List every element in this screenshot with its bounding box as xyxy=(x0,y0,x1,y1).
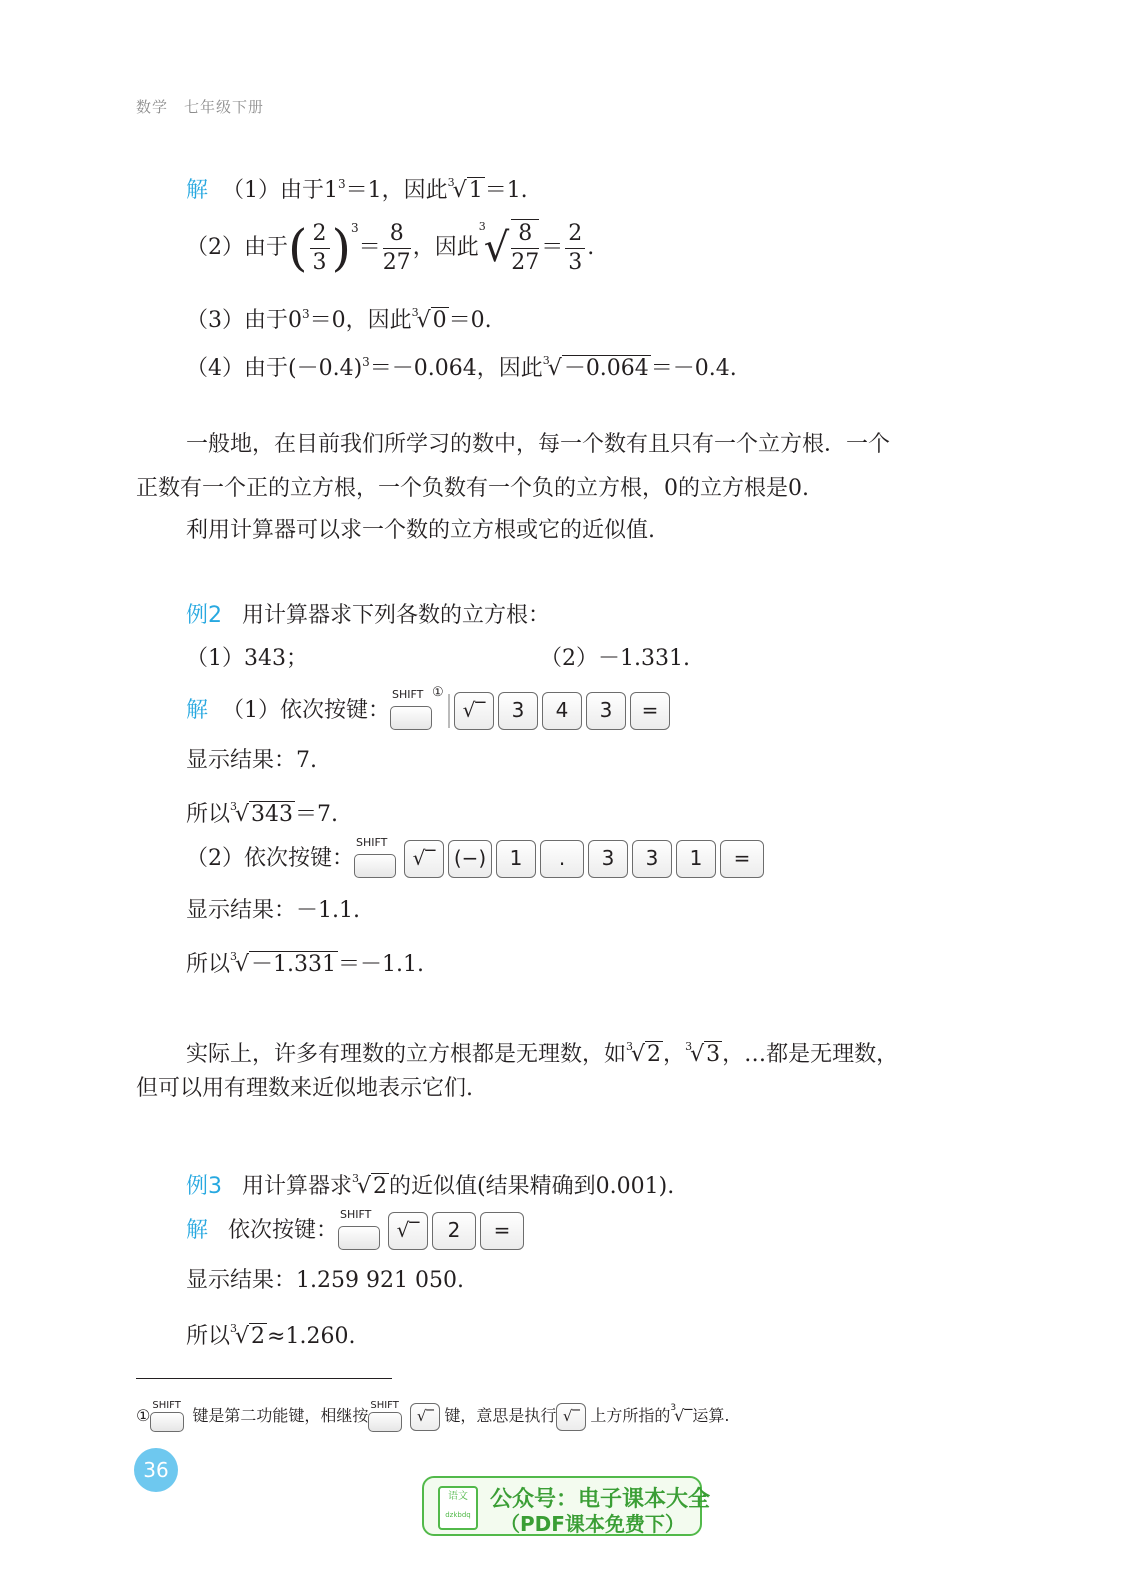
digit-key: 3 xyxy=(632,840,672,878)
paragraph-line: 但可以用有理数来近似地表示它们. xyxy=(136,1076,473,1101)
digit-key: 1 xyxy=(676,840,716,878)
question-1: （1）343； xyxy=(186,646,308,671)
negative-key: (−) xyxy=(448,840,492,878)
digit-key: 2 xyxy=(432,1212,476,1250)
example-keyword: 例2 xyxy=(186,603,222,628)
shift-key: SHIFT xyxy=(338,1212,382,1250)
footnote-mark: ① xyxy=(432,685,444,700)
paragraph-line: 实际上，许多有理数的立方根都是无理数，如$^3$√2，$^3$√3，…都是无理数， xyxy=(186,1040,899,1067)
watermark-line-1: 公众号：电子课本大全 xyxy=(490,1487,711,1512)
footnote-rule xyxy=(136,1378,392,1379)
digit-key: 4 xyxy=(542,692,582,730)
book-icon: 语文 dzkbdq xyxy=(438,1486,478,1530)
solution-keyword: 解 xyxy=(186,178,209,203)
conclusion-1: 所以$^3$√343＝7. xyxy=(186,800,339,827)
sqrt-key: √‾ xyxy=(454,692,494,730)
footnote: ① SHIFT 键是第二功能键，相继按 SHIFT √‾ 键，意思是执行 √‾ 上方所指的$^3$√‾运算. xyxy=(136,1394,729,1432)
sqrt-key: √‾ xyxy=(410,1403,440,1431)
solution-keyword: 解 xyxy=(186,1218,209,1243)
solution-line-4: （4）由于$(-0.4)^3=-0.064$，因此$^3$√－0.064＝－0.4. xyxy=(186,354,737,381)
sqrt-key: √‾ xyxy=(556,1403,586,1431)
digit-key: 3 xyxy=(498,692,538,730)
display-result-3: 显示结果：1.259 921 050. xyxy=(186,1268,464,1293)
display-result-1: 显示结果：7. xyxy=(186,748,317,773)
equals-key: = xyxy=(630,692,670,730)
watermark-line-2: （PDF课本免费下） xyxy=(500,1512,685,1536)
key-sequence-3: 解 依次按键： SHIFT √‾ 2 = xyxy=(186,1212,528,1252)
digit-key: 1 xyxy=(496,840,536,878)
conclusion-3: 所以$^3$√2≈1.260. xyxy=(186,1322,356,1349)
sqrt-key: √‾ xyxy=(404,840,444,878)
shift-key: SHIFT xyxy=(368,1402,404,1432)
digit-key: 3 xyxy=(586,692,626,730)
fraction: $\frac{8}{27}$ xyxy=(511,221,540,275)
equals-key: = xyxy=(720,840,764,878)
running-header: 数学 七年级下册 xyxy=(136,98,265,116)
fraction: $\frac{8}{27}$ xyxy=(382,220,411,275)
solution-line-2: （2）由于( $\frac{2}{3}$ )$^3$＝ $\frac{8}{27}$ ，因此$^3$√ $\frac{8}{27}$ ＝ $\frac{2}{3}$ . xyxy=(186,219,595,277)
key-sequence-1: 解 （1）依次按键： SHIFT ① √‾ 3 4 3 = xyxy=(186,692,674,732)
fraction: $\frac{2}{3}$ xyxy=(565,220,585,277)
paragraph-line: 正数有一个正的立方根，一个负数有一个负的立方根，0的立方根是0. xyxy=(136,476,809,501)
shift-key: SHIFT ① xyxy=(390,692,434,730)
shift-key: SHIFT xyxy=(354,840,398,878)
conclusion-2: 所以$^3$√－1.331＝－1.1. xyxy=(186,950,425,977)
paragraph-line: 一般地，在目前我们所学习的数中，每一个数有且只有一个立方根．一个 xyxy=(186,432,891,457)
example-keyword: 例3 xyxy=(186,1174,222,1199)
shift-key: SHIFT xyxy=(150,1402,186,1432)
solution-keyword: 解 xyxy=(186,698,209,723)
sqrt-key: √‾ xyxy=(388,1212,428,1250)
paragraph-line: 利用计算器可以求一个数的立方根或它的近似值. xyxy=(186,518,655,543)
key-sequence-2: （2）依次按键： SHIFT √‾ (−) 1 . 3 3 1 = xyxy=(186,840,768,880)
digit-key: 3 xyxy=(588,840,628,878)
cube-root: $^3$√1 xyxy=(447,176,483,203)
solution-line-1: 解 （1）由于$1^3=1$，因此$^3$√1＝1. xyxy=(186,168,528,206)
fraction: $\frac{2}{3}$ xyxy=(310,220,330,277)
watermark-banner xyxy=(422,1476,711,1536)
display-result-2: 显示结果：－1.1. xyxy=(186,898,360,923)
decimal-key: . xyxy=(540,840,584,878)
solution-line-3: （3）由于$0^3=0$，因此$^3$√0＝0. xyxy=(186,306,492,333)
example-3-title: 例3 用计算器求$^3$√2的近似值(结果精确到0.001). xyxy=(186,1172,675,1199)
page-number: 36 xyxy=(134,1448,178,1492)
example-2-title: 例2 用计算器求下列各数的立方根： xyxy=(186,603,551,628)
equals-key: = xyxy=(480,1212,524,1250)
question-2: （2）－1.331. xyxy=(540,646,690,671)
